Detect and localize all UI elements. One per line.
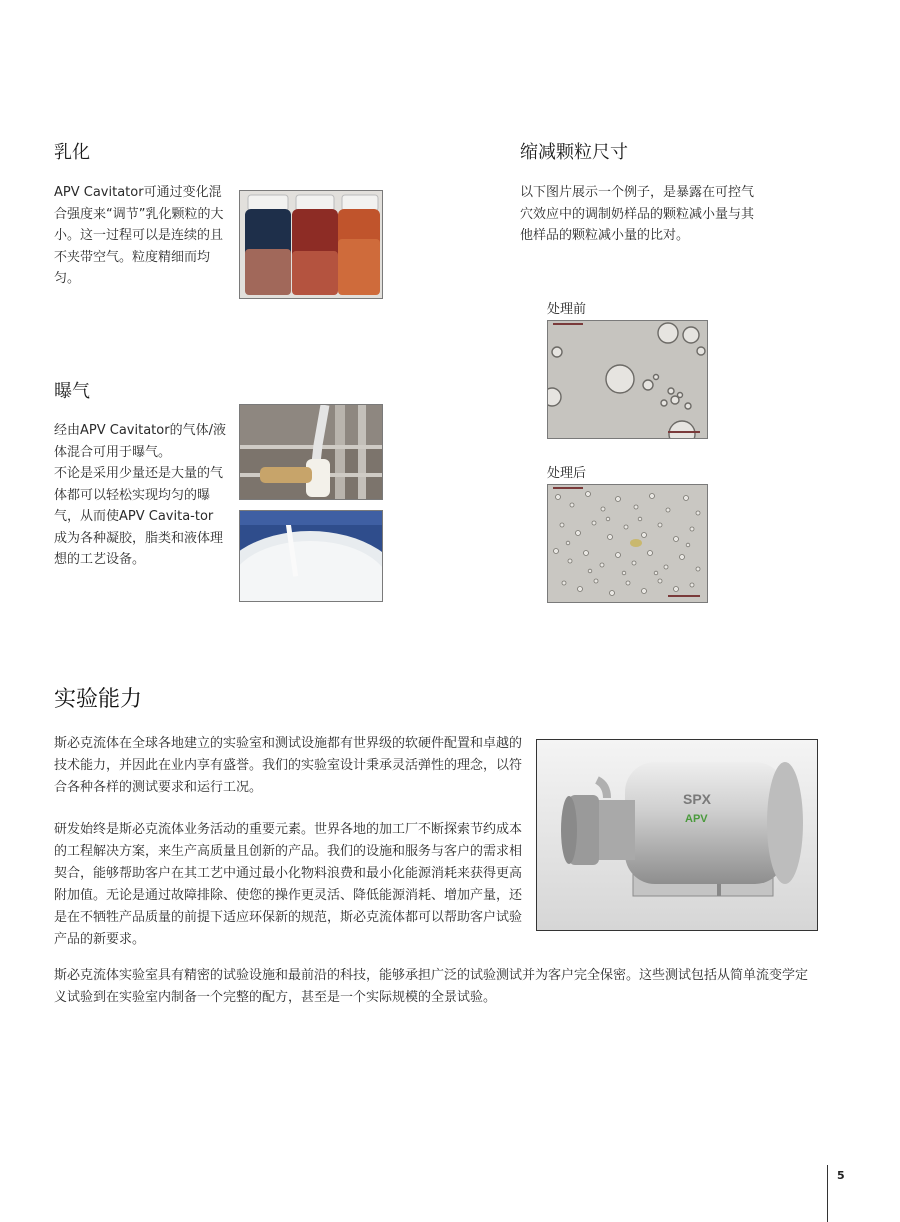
brand-spx: SPX [683,791,712,807]
emulsion-heading: 乳化 [54,142,90,163]
before-label: 处理前 [547,302,587,317]
lab-paragraph-1: 斯必克流体在全球各地建立的实验室和测试设施都有世界级的软硬件配置和卓越的技术能力，并因此在业内享有盛誉。我们的实验室设计秉承灵活弹性的理念，以符合各种各样的测试要求和运行工况。 [54,736,523,795]
brand-apv: APV [685,813,708,825]
lab-paragraph-2: 研发始终是斯必克流体业务活动的重要元素。世界各地的加工厂不断探索节约成本的工程解决方案，来生产高质量且创新的产品。我们的设施和服务与客户的需求相契合，能够帮助客户在其工艺中通过最小化物料浪费和最小化能源消耗来获得更高附加值。无论是通过故障排除、使您的操作更灵活、降低能源消耗、增加产量，还是在不牺牲产品质量的前提下适应环保新的规范，斯必克流体都可以帮助客户试验产品的新要求。 [54,822,523,947]
aeration-equipment-photo [239,404,383,500]
emulsion-bottles-photo [239,190,383,299]
lab-heading: 实验能力 [54,687,143,712]
cavitator-machine-photo [536,739,818,931]
after-micrograph [547,484,708,603]
aeration-heading: 曝气 [54,381,90,402]
particle-heading: 缩减颗粒尺寸 [520,142,628,163]
aeration-text-2: 不论是采用少量还是大量的气体都可以轻松实现均匀的曝气，从而使APV Cavita-tor成为各种凝胶，脂类和液体理想的工艺设备。 [54,466,224,567]
emulsion-text: APV Cavitator可通过变化混合强度来“调节”乳化颗粒的大小。这一过程可以是连续的且不夹带空气。粒度精细而均匀。 [54,185,224,286]
aeration-text-1: 经由APV Cavitator的气体/液体混合可用于曝气。 [54,423,226,460]
particle-text: 以下图片展示一个例子，是暴露在可控气穴效应中的调制奶样品的颗粒减小量与其他样品的颗粒减小量的比对。 [520,185,755,243]
page-number: 5 [837,1169,845,1182]
after-label: 处理后 [547,466,587,481]
lab-paragraph-3: 斯必克流体实验室具有精密的试验设施和最前沿的科技，能够承担广泛的试验测试并为客户完全保密。这些测试包括从简单流变学定义试验到在实验室内制备一个完整的配方，甚至是一个实际规模的全景试验。 [54,968,809,1005]
before-micrograph [547,320,708,439]
aeration-gel-photo [239,510,383,602]
footer-rule [827,1165,828,1222]
